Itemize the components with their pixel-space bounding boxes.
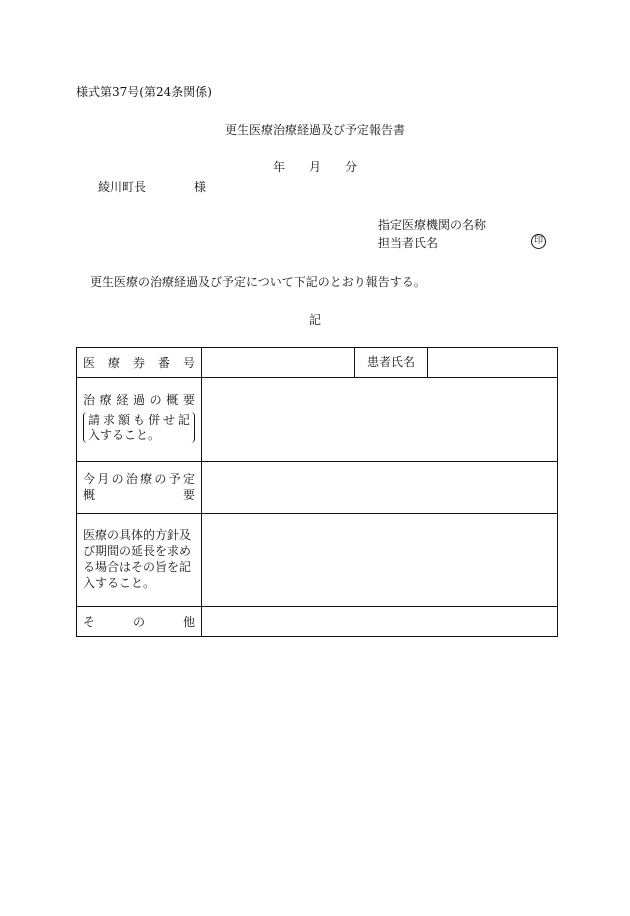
treatment-progress-field[interactable] [202,378,558,462]
other-label: そ の 他 [77,607,202,637]
extension-request-label: 医療の具体的方針及 び期間の延長を求め る場合はその旨を記 入すること。 [77,514,202,607]
table-row-extension-request [77,514,558,607]
planned-treatment-field[interactable] [202,462,558,514]
period-month: 月 [309,160,322,174]
treatment-progress-label: 治 療 経 過 の 概 要 請 求 額 も 併 せ 記 入すること。 [77,378,202,462]
extension-request-field[interactable] [202,514,558,607]
patient-name-label: 患者氏名 [355,348,428,378]
report-table [76,347,558,637]
addressee-honorific: 様 [194,180,207,194]
person-in-charge-label: 担当者氏名 [378,236,439,250]
planned-treatment-label: 今 月 の 治 療 の 予 定 概 要 [77,462,202,514]
billing-note: 請 求 額 も 併 せ 記 入すること。 [83,412,195,443]
addressee [98,180,206,194]
form-number: 様式第37号(第24条関係) [76,85,212,99]
ticket-number-label: 医 療 券 番 号 [77,348,202,378]
period-portion: 分 [345,160,358,174]
table-row-treatment-progress [77,378,558,462]
seal-stamp-icon: 印 [531,234,546,249]
table-row-other [77,607,558,637]
report-statement: 更生医療の治療経過及び予定について下記のとおり報告する。 [90,275,426,289]
other-field[interactable] [202,607,558,637]
patient-name-field[interactable] [428,348,558,378]
period-year: 年 [273,160,286,174]
report-period [273,160,357,174]
ticket-number-field[interactable] [202,348,355,378]
document-title: 更生医療治療経過及び予定報告書 [224,123,405,137]
institution-name-label: 指定医療機関の名称 [378,218,487,232]
addressee-name: 綾川町長 [98,180,147,194]
table-row-planned-treatment [77,462,558,514]
table-row-ticket-number [77,348,558,378]
ki-heading: 記 [308,313,321,327]
